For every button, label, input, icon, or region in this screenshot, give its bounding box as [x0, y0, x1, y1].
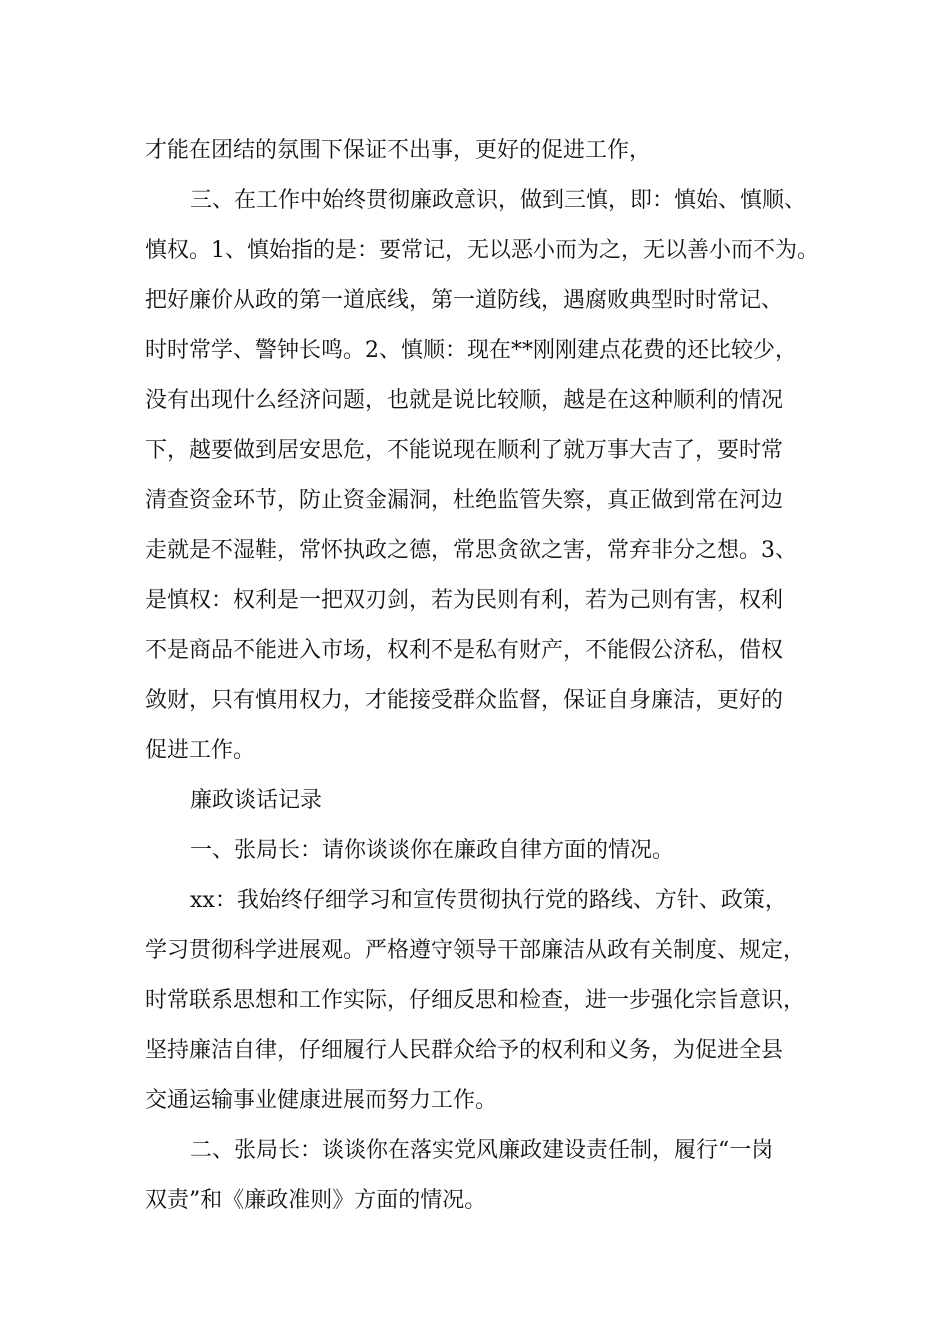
text-line: 不是商品不能进入市场，权利不是私有财产，不能假公济私，借权 — [145, 638, 784, 663]
text-line: 没有出现什么经济问题，也就是说比较顺，越是在这种顺利的情况 — [145, 388, 784, 413]
text-line: 慎权。1、慎始指的是：要常记，无以恶小而为之，无以善小而不为。 — [145, 238, 819, 263]
text-line: 下，越要做到居安思危，不能说现在顺利了就万事大吉了，要时常 — [145, 438, 784, 463]
text-line: 学习贯彻科学进展观。严格遵守领导干部廉洁从政有关制度、规定， — [145, 938, 806, 963]
text-line: 双责”和《廉政准则》方面的情况。 — [145, 1188, 487, 1213]
text-line: 促进工作。 — [145, 738, 256, 763]
text-line: 坚持廉洁自律，仔细履行人民群众给予的权利和义务，为促进全县 — [145, 1038, 784, 1063]
text-line: 敛财，只有慎用权力，才能接受群众监督，保证自身廉洁，更好的 — [145, 688, 784, 713]
text-line: 交通运输事业健康进展而努力工作。 — [145, 1088, 498, 1113]
text-line: 时常联系思想和工作实际，仔细反思和检查，进一步强化宗旨意识， — [145, 988, 806, 1013]
text-line: 是慎权：权利是一把双刃剑，若为民则有利，若为己则有害，权利 — [145, 588, 784, 613]
question-line: 一、张局长：请你谈谈你在廉政自律方面的情况。 — [190, 838, 675, 863]
section-heading: 廉政谈话记录 — [190, 788, 323, 813]
text-line: 走就是不湿鞋，常怀执政之德，常思贪欲之害，常弃非分之想。3、 — [145, 538, 797, 563]
answer-first-line: xx：我始终仔细学习和宣传贯彻执行党的路线、方针、政策， — [190, 888, 787, 913]
paragraph-first-line: 三、在工作中始终贯彻廉政意识，做到三慎，即：慎始、慎顺、 — [190, 188, 807, 213]
question-line: 二、张局长：谈谈你在落实党风廉政建设责任制，履行“一岗 — [190, 1138, 774, 1163]
text-line: 才能在团结的氛围下保证不出事，更好的促进工作， — [145, 138, 652, 163]
text-line: 时时常学、警钟长鸣。2、慎顺：现在**刚刚建点花费的还比较少， — [145, 338, 797, 363]
text-line: 把好廉价从政的第一道底线，第一道防线，遇腐败典型时时常记、 — [145, 288, 784, 313]
text-line: 清查资金环节，防止资金漏洞，杜绝监管失察，真正做到常在河边 — [145, 488, 784, 513]
